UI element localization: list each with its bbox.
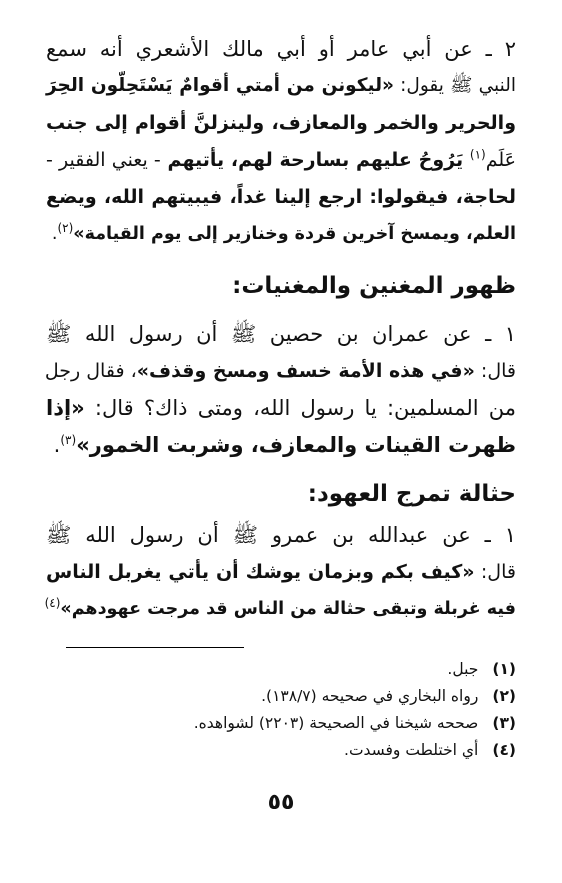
line-text: ٢ ـ عن أبي عامر أو أبي مالك الأشعري أنه سمع <box>46 37 516 61</box>
footnote-ref: (١) <box>469 147 486 162</box>
hadith-line <box>46 430 516 460</box>
footnote-text: أي اختلطت وفسدت. <box>344 741 479 759</box>
footnote-divider <box>66 647 244 648</box>
line-text: ١ ـ عن عبدالله بن عمرو ﷺ أن رسول الله ﷺ <box>46 523 516 547</box>
hadith-text: ظهرت القينات والمعازف، وشربت الخمور» <box>76 433 516 457</box>
footnote <box>46 658 516 680</box>
section-heading: ظهور المغنين والمغنيات: <box>232 273 516 299</box>
section-heading: حثالة تمرج العهود: <box>307 481 516 507</box>
footnote-ref: (٤) <box>44 596 61 611</box>
hadith-text: لحاجة، فيقولوا: ارجع إلينا غداً، فيبيتهم الله، ويضع <box>46 186 516 208</box>
footnote-ref: (٢) <box>57 221 74 236</box>
footnote-number: (٣) <box>492 714 516 732</box>
hadith-text: العلم، ويمسخ آخرين قردة وخنازير إلى يوم القيامة» <box>73 224 516 244</box>
line-text: قال: <box>474 561 516 583</box>
footnote-number: (١) <box>492 660 516 678</box>
footnote <box>46 739 516 761</box>
footnote-text: صححه شيخنا في الصحيحة (٢٢٠٣) لشواهده. <box>193 714 479 732</box>
footnote-text: جبل. <box>447 660 479 678</box>
footnote-number: (٢) <box>492 687 516 705</box>
hadith-line <box>46 219 516 249</box>
line-text: . <box>53 433 61 457</box>
line-text: ، فقال رجل <box>44 360 137 382</box>
footnote-number: (٤) <box>492 741 516 759</box>
hadith-line <box>46 594 516 624</box>
footnote <box>46 712 516 734</box>
hadith-text: يَرُوحُ عليهم بسارحة لهم، يأتيهم <box>160 149 470 171</box>
hadith-text: «ليكونن من أمتي أقوامٌ يَسْتَحِلّون الحِرَ <box>46 75 394 96</box>
footnote-ref: (٣) <box>60 433 77 447</box>
hadith-line <box>46 108 516 138</box>
line-text: من المسلمين: يا رسول الله، ومتى ذاك؟ قال: <box>84 396 516 420</box>
hadith-line <box>46 356 516 386</box>
line-text: - يعني الفقير - <box>46 149 161 171</box>
hadith-line <box>46 71 516 101</box>
hadith-line <box>46 34 516 64</box>
hadith-line <box>46 145 516 175</box>
line-text: قال: <box>474 360 516 382</box>
hadith-line <box>46 557 516 587</box>
line-text: ١ ـ عن عمران بن حصين ﷺ أن رسول الله ﷺ <box>46 322 516 346</box>
hadith-text: «في هذه الأمة خسف ومسخ وقذف» <box>136 360 475 382</box>
footnote-text: رواه البخاري في صحيحه (١٣٨/٧). <box>261 687 479 705</box>
hadith-line <box>46 520 516 550</box>
hadith-line <box>46 319 516 349</box>
hadith-text: فيه غربلة وتبقى حثالة من الناس قد مرجت عهودهم» <box>60 599 516 619</box>
footnote <box>46 685 516 707</box>
line-text: النبي ﷺ يقول: <box>393 75 516 96</box>
hadith-text: «كيف بكم وبزمان يوشك أن يأتي يغربل الناس <box>46 561 475 583</box>
page-number: ٥٥ <box>267 790 295 815</box>
hadith-text: «إذا <box>46 396 85 420</box>
hadith-text: والحرير والخمر والمعازف، ولينزلنَّ أقوام إلى جنب <box>46 112 516 134</box>
hadith-line <box>46 182 516 212</box>
hadith-line <box>46 393 516 423</box>
line-text: . <box>51 224 58 244</box>
line-text: عَلَم <box>485 149 516 171</box>
